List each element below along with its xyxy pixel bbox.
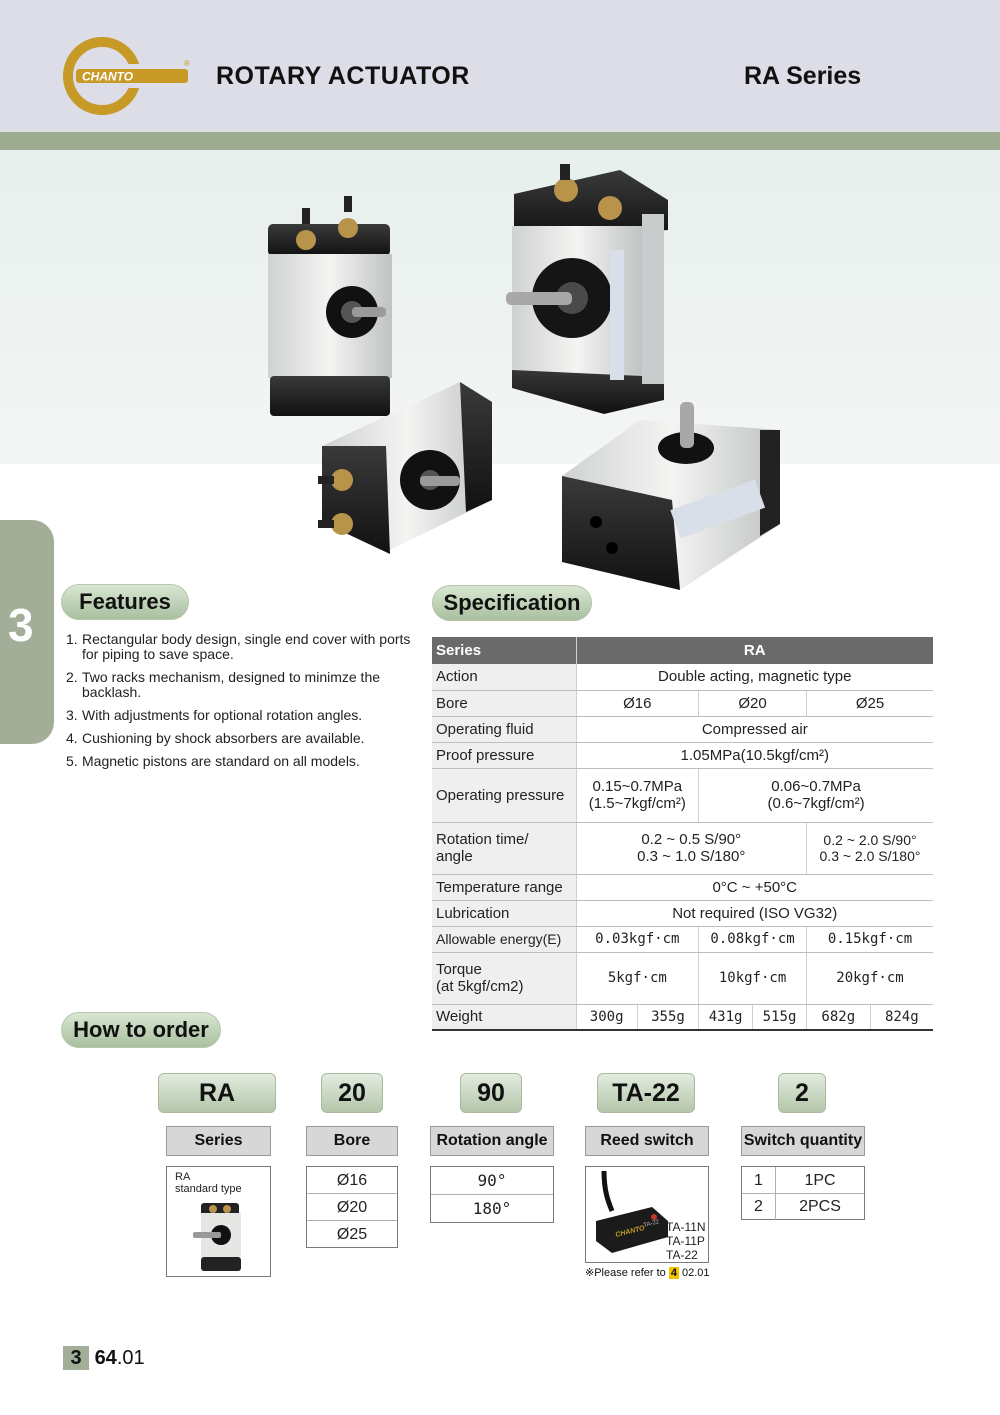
spec-value: 0.08kgf·cm bbox=[699, 926, 807, 952]
order-header-series: Series bbox=[166, 1126, 271, 1156]
specification-table bbox=[432, 637, 933, 1031]
reed-switch-thumbnail bbox=[590, 1171, 672, 1259]
spec-value: 355g bbox=[637, 1004, 698, 1030]
page-number: 3 64.01 bbox=[63, 1346, 145, 1370]
list-item: 1 1PC bbox=[742, 1167, 864, 1194]
how-to-order-heading: How to order bbox=[61, 1012, 221, 1048]
table-row bbox=[432, 926, 933, 952]
table-row bbox=[432, 768, 933, 822]
table-row bbox=[432, 664, 933, 690]
feature-item: 3. With adjustments for optional rotation angles. bbox=[66, 707, 363, 723]
actuator-image-1 bbox=[268, 196, 392, 416]
quantity-option-box bbox=[741, 1166, 865, 1220]
spec-label: Torque (at 5kgf/cm2) bbox=[432, 952, 576, 1004]
svg-text:®: ® bbox=[184, 59, 190, 68]
series-option-box bbox=[166, 1166, 271, 1277]
spec-value: 20kgf·cm bbox=[806, 952, 933, 1004]
order-code-bore: 20 bbox=[321, 1073, 383, 1113]
series-description: RA standard type bbox=[175, 1171, 242, 1195]
spec-label: Temperature range bbox=[432, 874, 576, 900]
feature-item: 2. Two racks mechanism, designed to minimze the backlash. bbox=[66, 669, 381, 700]
table-row bbox=[432, 874, 933, 900]
chanto-logo bbox=[62, 36, 194, 116]
spec-value: 10kgf·cm bbox=[699, 952, 807, 1004]
product-photo bbox=[0, 150, 1000, 600]
order-code-quantity: 2 bbox=[778, 1073, 826, 1113]
order-header-bore: Bore bbox=[306, 1126, 398, 1156]
spec-label: Action bbox=[432, 664, 576, 690]
spec-value: 0.2 ~ 0.5 S/90° 0.3 ~ 1.0 S/180° bbox=[576, 822, 806, 874]
spec-label: Allowable energy(E) bbox=[432, 926, 576, 952]
spec-label: Weight bbox=[432, 1004, 576, 1030]
list-item: Ø16 bbox=[307, 1167, 397, 1194]
page-title: ROTARY ACTUATOR bbox=[216, 62, 470, 90]
feature-item: 1. Rectangular body design, single end cover with ports for piping to save space. bbox=[66, 631, 411, 662]
spec-value: 300g bbox=[576, 1004, 637, 1030]
spec-label: Lubrication bbox=[432, 900, 576, 926]
spec-value: 0.15kgf·cm bbox=[806, 926, 933, 952]
feature-item: 4. Cushioning by shock absorbers are available. bbox=[66, 730, 365, 746]
order-header-quantity: Switch quantity bbox=[741, 1126, 865, 1156]
spec-value: 0.2 ~ 2.0 S/90° 0.3 ~ 2.0 S/180° bbox=[806, 822, 933, 874]
angle-option-box bbox=[430, 1166, 554, 1223]
table-row bbox=[432, 1004, 933, 1030]
chapter-number: 3 bbox=[8, 599, 34, 651]
spec-value: 5kgf·cm bbox=[576, 952, 699, 1004]
spec-value: 431g bbox=[699, 1004, 753, 1030]
spec-label: Bore bbox=[432, 690, 576, 716]
spec-value: 682g bbox=[806, 1004, 870, 1030]
spec-value: Ø16 bbox=[576, 690, 699, 716]
spec-value: Double acting, magnetic type bbox=[576, 664, 933, 690]
table-row bbox=[432, 822, 933, 874]
spec-value: Not required (ISO VG32) bbox=[576, 900, 933, 926]
logo-text: CHANTO bbox=[82, 69, 134, 84]
features-heading: Features bbox=[61, 584, 189, 620]
page-chapter-badge: 3 bbox=[63, 1346, 89, 1370]
spec-value: 0.06~0.7MPa (0.6~7kgf/cm²) bbox=[699, 768, 933, 822]
table-row bbox=[432, 716, 933, 742]
list-item: 180° bbox=[472, 1199, 512, 1218]
feature-item: 5. Magnetic pistons are standard on all models. bbox=[66, 753, 360, 769]
order-code-series: RA bbox=[158, 1073, 276, 1113]
table-row bbox=[432, 900, 933, 926]
table-row bbox=[432, 952, 933, 1004]
header-accent-band bbox=[0, 132, 1000, 150]
spec-label: Proof pressure bbox=[432, 742, 576, 768]
features-list bbox=[66, 632, 416, 777]
specification-heading: Specification bbox=[432, 585, 592, 621]
list-item: 90° bbox=[431, 1167, 553, 1195]
actuator-image-4 bbox=[562, 402, 780, 590]
order-header-switch: Reed switch bbox=[585, 1126, 709, 1156]
table-row bbox=[432, 637, 933, 664]
spec-value: 0°C ~ +50°C bbox=[576, 874, 933, 900]
table-row bbox=[432, 690, 933, 716]
reference-note: ※Please refer to 4 02.01 bbox=[585, 1267, 710, 1279]
spec-value: RA bbox=[576, 637, 933, 664]
spec-label: Rotation time/ angle bbox=[432, 822, 576, 874]
spec-label: Operating pressure bbox=[432, 768, 576, 822]
table-row bbox=[432, 742, 933, 768]
spec-value: 824g bbox=[870, 1004, 933, 1030]
svg-text:CHANTO: CHANTO bbox=[614, 1224, 646, 1239]
switch-option-box bbox=[585, 1166, 709, 1263]
series-title: RA Series bbox=[744, 62, 862, 90]
list-item: 2 2PCS bbox=[742, 1194, 864, 1221]
spec-value: Ø20 bbox=[699, 690, 807, 716]
switch-model-list: TA-11N TA-11P TA-22 bbox=[666, 1220, 706, 1262]
spec-value: Ø25 bbox=[806, 690, 933, 716]
spec-value: 1.05MPa(10.5kgf/cm²) bbox=[576, 742, 933, 768]
spec-value: 0.15~0.7MPa (1.5~7kgf/cm²) bbox=[576, 768, 699, 822]
list-item: Ø25 bbox=[336, 1226, 368, 1243]
spec-value: 515g bbox=[753, 1004, 807, 1030]
spec-label: Series bbox=[432, 637, 576, 664]
svg-text:TA-22: TA-22 bbox=[643, 1219, 660, 1229]
series-product-thumbnail bbox=[191, 1201, 247, 1273]
order-header-angle: Rotation angle bbox=[430, 1126, 554, 1156]
spec-label: Operating fluid bbox=[432, 716, 576, 742]
bore-option-box bbox=[306, 1166, 398, 1248]
spec-value: Compressed air bbox=[576, 716, 933, 742]
order-code-switch: TA-22 bbox=[597, 1073, 695, 1113]
spec-value: 0.03kgf·cm bbox=[576, 926, 699, 952]
order-code-angle: 90 bbox=[460, 1073, 522, 1113]
actuator-image-2 bbox=[506, 164, 668, 414]
list-item: Ø20 bbox=[307, 1194, 397, 1221]
